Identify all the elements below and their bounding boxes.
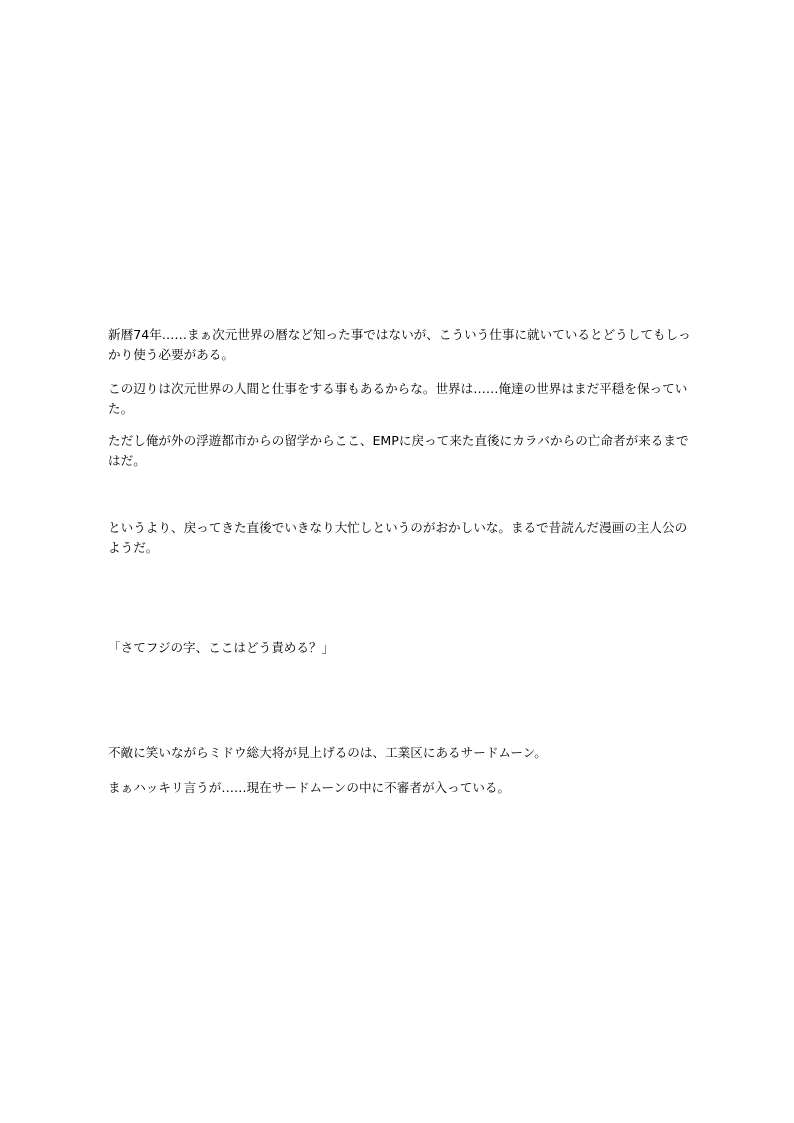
paragraph-6: 不敵に笑いながらミドウ総大将が見上げるのは、工業区にあるサードムーン。 [108, 745, 547, 760]
paragraph-2: この辺りは次元世界の人間と仕事をする事もあるからな。世界は……俺達の世界はまだ平穏を保っていた。 [108, 381, 688, 416]
paragraph-4: というより、戻ってきた直後でいきなり大忙しというのがおかしいな。まるで昔読んだ漫画の主人公のようだ。 [108, 520, 688, 555]
dialogue-line: 「さてフジの字、ここはどう責める？」 [108, 640, 335, 655]
paragraph-1: 新暦74年……まぁ次元世界の暦など知った事ではないが、こういう仕事に就いているとどうしてもしっかり使う必要がある。 [108, 327, 691, 362]
paragraph-3: ただし俺が外の浮遊都市からの留学からここ、EMPに戻って来た直後にカラバからの亡命者が来るまではだ。 [108, 433, 689, 468]
paragraph-7: まぁハッキリ言うが……現在サードムーンの中に不審者が入っている。 [108, 780, 511, 795]
